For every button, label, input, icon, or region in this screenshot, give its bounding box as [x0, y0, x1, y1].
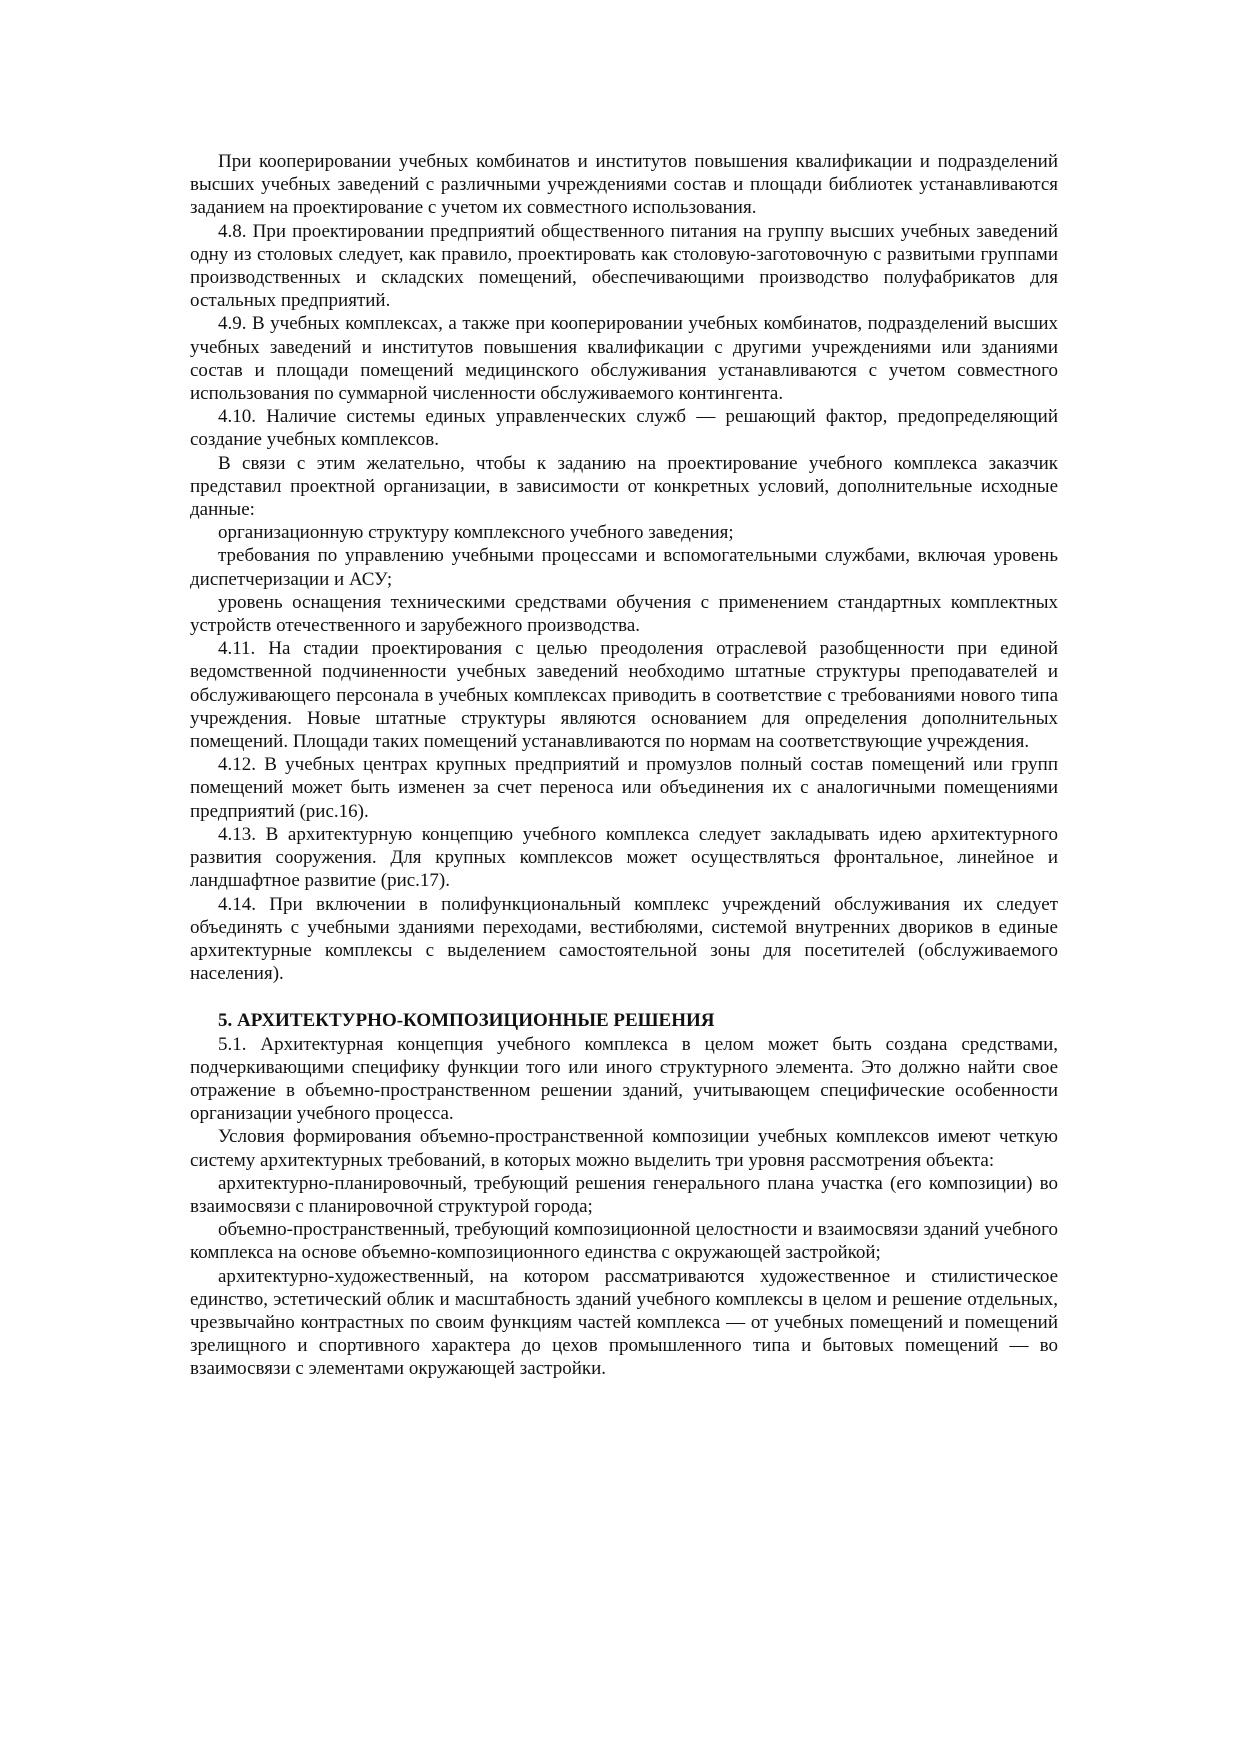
list-item-volumetric: объемно-пространственный, требующий композиционной целостности и взаимосвязи зданий учебного комплекса на основе объемно-композиционного единства с окружающей застройкой;	[190, 1219, 1058, 1264]
paragraph-4-8: 4.8. При проектировании предприятий общественного питания на группу высших учебных заведений одну из столовых следует, как правило, проектировать как столовую-заготовочную с развитыми группами производственных и складских помещений, обеспечивающими производство полуфабрикатов для остальных предприятий.	[190, 220, 1058, 312]
paragraph-4-13: 4.13. В архитектурную концепцию учебного комплекса следует закладывать идею архитектурного развития сооружения. Для крупных комплексов может осуществляться фронтальное, линейное и ландшафтное развитие (рис.17).	[190, 823, 1058, 892]
paragraph-conditions: Условия формирования объемно-пространственной композиции учебных комплексов имеют четкую систему архитектурных требований, в которых можно выделить три уровня рассмотрения объекта:	[190, 1126, 1058, 1171]
paragraph-4-11: 4.11. На стадии проектирования с целью преодоления отраслевой разобщенности при единой ведомственной подчиненности учебных заведений необходимо штатные структуры преподавателей и обслуживающего персонала в учебных комплексах приводить в соответствие с требованиями нового типа учреждения. Новые штатные структуры являются основанием для определения дополнительных помещений. Площади таких помещений устанавливаются по нормам на соответствующие учреждения.	[190, 638, 1058, 753]
paragraph-4-9: 4.9. В учебных комплексах, а также при кооперировании учебных комбинатов, подразделений высших учебных заведений и институтов повышения квалификации с другими учреждениями или зданиями состав и площади помещений медицинского обслуживания устанавливаются с учетом совместного использования по суммарной численности обслуживаемого контингента.	[190, 313, 1058, 405]
list-item-planning: архитектурно-планировочный, требующий решения генерального плана участка (его композиции) во взаимосвязи с планировочной структурой города;	[190, 1172, 1058, 1217]
paragraph-5-1: 5.1. Архитектурная концепция учебного комплекса в целом может быть создана средствами, подчеркивающими специфику функции того или иного структурного элемента. Это должно найти свое отражение в объемно-пространственном решении зданий, учитывающем специфические особенности организации учебного процесса.	[190, 1033, 1058, 1125]
paragraph-4-14: 4.14. При включении в полифункциональный комплекс учреждений обслуживания их следует объединять с учебными зданиями переходами, вестибюлями, системой внутренних двориков в единые архитектурные комплексы с выделением самостоятельной зоны для посетителей (обслуживаемого населения).	[190, 893, 1058, 985]
list-item-equipment: уровень оснащения техническими средствами обучения с применением стандартных комплектных устройств отечественного и зарубежного производства.	[190, 591, 1058, 637]
list-item-management: требования по управлению учебными процессами и вспомогательными службами, включая уровень диспетчеризации и АСУ;	[190, 545, 1058, 590]
paragraph-4-12: 4.12. В учебных центрах крупных предприятий и промузлов полный состав помещений или групп помещений может быть изменен за счет переноса или объединения их с аналогичными помещениями предприятий (рис.16).	[190, 754, 1058, 822]
list-item-org-structure: организационную структуру комплексного учебного заведения;	[218, 522, 734, 544]
section-heading: 5. АРХИТЕКТУРНО-КОМПОЗИЦИОННЫЕ РЕШЕНИЯ	[218, 1010, 715, 1032]
paragraph-initial-data: В связи с этим желательно, чтобы к заданию на проектирование учебного комплекса заказчик представил проектной организации, в зависимости от конкретных условий, дополнительные исходные данные:	[190, 452, 1058, 521]
paragraph-libraries: При кооперировании учебных комбинатов и институтов повышения квалификации и подразделений высших учебных заведений с различными учреждениями состав и площади библиотек устанавливаются заданием на проектирование с учетом их совместного использования.	[190, 151, 1058, 219]
document-page	[190, 150, 1058, 1381]
list-item-artistic: архитектурно-художественный, на котором рассматриваются художественное и стилистическое единство, эстетический облик и масштабность зданий учебного комплексы в целом и решение отдельных, чрезвычайно контрастных по своим функциям частей комплекса — от учебных помещений и помещений зрелищного и спортивного характера до цехов промышленного типа и бытовых помещений — во взаимосвязи с элементами окружающей застройки.	[190, 1265, 1058, 1380]
paragraph-4-10: 4.10. Наличие системы единых управленческих служб — решающий фактор, предопределяющий создание учебных комплексов.	[190, 406, 1058, 451]
